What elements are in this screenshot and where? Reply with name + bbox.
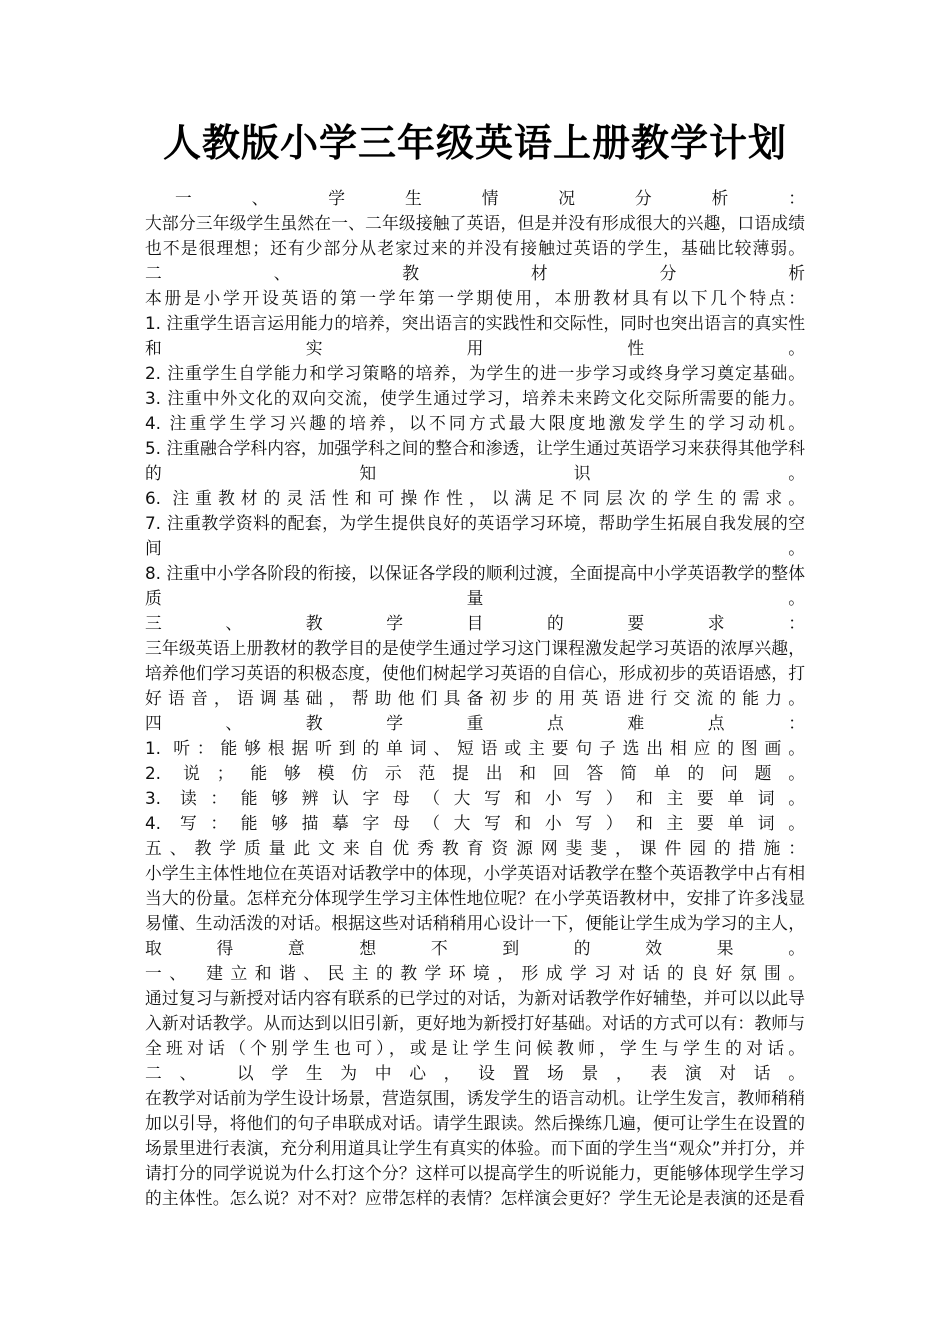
paragraph-line: 加以引导，将他们的句子串联成对话。请学生跟读。然后操练几遍，便可让学生在设置的 — [145, 1113, 805, 1133]
document-title: 人教版小学三年级英语上册教学计划 — [162, 121, 787, 165]
section-heading: 三、教学目的要求： — [145, 613, 805, 633]
list-item: 5. 注重融合学科内容，加强学科之间的整合和渗透，让学生通过英语学习来获得其他学科 — [145, 438, 805, 458]
list-item: 7. 注重教学资料的配套，为学生提供良好的英语学习环境，帮助学生拓展自我发展的空 — [145, 513, 805, 533]
paragraph-line: 场景里进行表演，充分利用道具让学生有真实的体验。而下面的学生当“观众”并打分，并 — [145, 1138, 805, 1158]
list-item: 4. 写：能够描摹字母（大写和小写）和主要单词。 — [145, 813, 805, 833]
list-item: 质量。 — [145, 588, 805, 608]
paragraph-line: 培养他们学习英语的积极态度，使他们树起学习英语的自信心，形成初步的英语语感，打 — [145, 663, 805, 683]
paragraph-line: 三年级英语上册教材的教学目的是使学生通过学习这门课程激发起学习英语的浓厚兴趣， — [145, 638, 805, 658]
paragraph-line: 当大的份量。怎样充分体现学生学习主体性地位呢？在小学英语教材中，安排了许多浅显 — [145, 888, 805, 908]
paragraph-line: 易懂、生动活泼的对话。根据这些对话稍稍用心设计一下，便能让学生成为学习的主人， — [145, 913, 805, 933]
section-heading: 四、教学重点难点： — [145, 713, 805, 733]
list-item: 3. 注重中外文化的双向交流，使学生通过学习，培养未来跨文化交际所需要的能力。 — [145, 388, 805, 408]
list-item: 2. 注重学生自学能力和学习策略的培养，为学生的进一步学习或终身学习奠定基础。 — [145, 363, 805, 383]
paragraph-line: 取得意想不到的效果。 — [145, 938, 805, 958]
paragraph-line: 也不是很理想；还有少部分从老家过来的并没有接触过英语的学生，基础比较薄弱。 — [145, 238, 805, 258]
paragraph-line: 的主体性。怎么说？对不对？应带怎样的表情？怎样演会更好？学生无论是表演的还是看 — [145, 1188, 805, 1208]
list-item: 1. 听：能够根据听到的单词、短语或主要句子选出相应的图画。 — [145, 738, 805, 758]
paragraph-line: 在教学对话前为学生设计场景，营造氛围，诱发学生的语言动机。让学生发言，教师稍稍 — [145, 1088, 805, 1108]
paragraph-line: 通过复习与新授对话内容有联系的已学过的对话，为新对话教学作好辅垫，并可以以此导 — [145, 988, 805, 1008]
list-item: 3. 读：能够辨认字母（大写和小写）和主要单词。 — [145, 788, 805, 808]
list-item: 1. 注重学生语言运用能力的培养，突出语言的实践性和交际性，同时也突出语言的真实性 — [145, 313, 805, 333]
section-heading: 二、教材分析 — [145, 263, 805, 283]
section-heading: 五、教学质量此文来自优秀教育资源网斐斐，课件园的措施： — [145, 838, 805, 858]
list-item: 的知识。 — [145, 463, 805, 483]
list-item: 间。 — [145, 538, 805, 558]
list-item: 4. 注重学生学习兴趣的培养，以不同方式最大限度地激发学生的学习动机。 — [145, 413, 805, 433]
paragraph-line: 小学生主体性地位在英语对话教学中的体现，小学英语对话教学在整个英语教学中占有相 — [145, 863, 805, 883]
subsection-heading: 二、 以学生为中心，设置场景，表演对话。 — [145, 1063, 805, 1083]
section-heading: 一、学生情况分析： — [175, 188, 805, 208]
document-body — [145, 186, 805, 1211]
paragraph-line: 全班对话（个别学生也可），或是让学生问候教师，学生与学生的对话。 — [145, 1038, 805, 1058]
paragraph-line: 好语音，语调基础，帮助他们具备初步的用英语进行交流的能力。 — [145, 688, 805, 708]
list-item: 8. 注重中小学各阶段的衔接，以保证各学段的顺利过渡，全面提高中小学英语教学的整体 — [145, 563, 805, 583]
list-item: 和实用性。 — [145, 338, 805, 358]
paragraph-line: 大部分三年级学生虽然在一、二年级接触了英语，但是并没有形成很大的兴趣，口语成绩 — [145, 213, 805, 233]
paragraph-line: 请打分的同学说说为什么打这个分？这样可以提高学生的听说能力，更能够体现学生学习 — [145, 1163, 805, 1183]
list-item: 2. 说；能够模仿示范提出和回答简单的问题。 — [145, 763, 805, 783]
list-item: 6. 注重教材的灵活性和可操作性，以满足不同层次的学生的需求。 — [145, 488, 805, 508]
subsection-heading: 一、 建立和谐、民主的教学环境，形成学习对话的良好氛围。 — [145, 963, 805, 983]
paragraph-line: 入新对话教学。从而达到以旧引新，更好地为新授打好基础。对话的方式可以有：教师与 — [145, 1013, 805, 1033]
paragraph-line: 本册是小学开设英语的第一学年第一学期使用，本册教材具有以下几个特点： — [145, 288, 805, 308]
